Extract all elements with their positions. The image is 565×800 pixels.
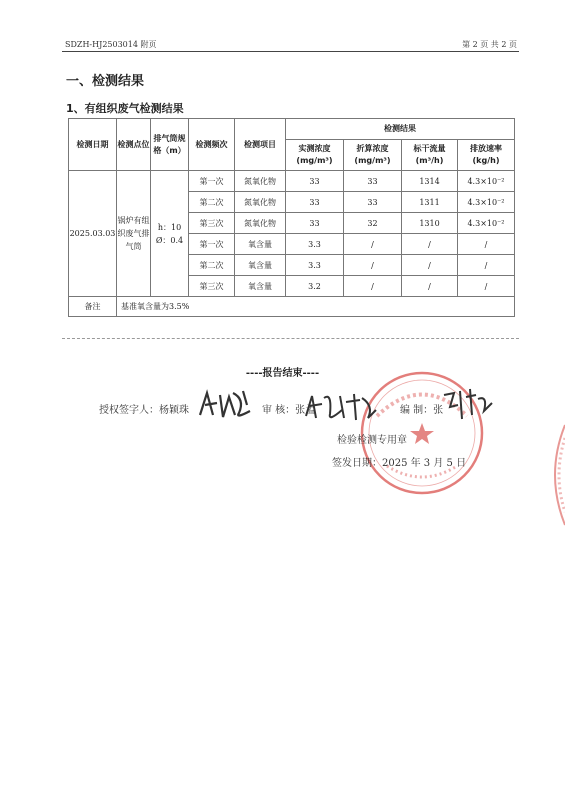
cell-rate: 4.3×10⁻² <box>458 213 515 234</box>
results-table <box>68 118 515 317</box>
cell-measured: 33 <box>286 192 344 213</box>
cell-freq: 第二次 <box>189 192 235 213</box>
report-number: SDZH-HJ2503014 附页 <box>65 40 157 49</box>
cell-flow: 1311 <box>402 192 458 213</box>
reviewer-signature <box>302 388 380 426</box>
cell-item: 氧含量 <box>235 276 286 297</box>
cell-converted: / <box>344 234 402 255</box>
cell-rate: / <box>458 276 515 297</box>
cell-measured: 3.3 <box>286 234 344 255</box>
cell-flow: / <box>402 276 458 297</box>
header-divider <box>62 51 519 52</box>
reviewer: 审 核：张孟 <box>262 405 316 416</box>
cell-point: 锅炉有组织废气排气筒 <box>117 171 151 297</box>
cell-stack-spec: h：10 Ø：0.4 <box>151 171 189 297</box>
cell-date: 2025.03.03 <box>69 171 117 297</box>
cell-converted: 33 <box>344 171 402 192</box>
header-measured: 实测浓度 (mg/m³) <box>286 140 344 171</box>
note-label: 备注 <box>69 297 117 317</box>
cell-freq: 第三次 <box>189 276 235 297</box>
cell-rate: 4.3×10⁻² <box>458 171 515 192</box>
cell-measured: 3.2 <box>286 276 344 297</box>
page-info: 第 2 页 共 2 页 <box>462 40 517 49</box>
note-text: 基准氧含量为3.5% <box>117 297 515 317</box>
note-row <box>69 297 515 317</box>
cell-flow: 1314 <box>402 171 458 192</box>
cell-measured: 3.3 <box>286 255 344 276</box>
cell-flow: / <box>402 255 458 276</box>
cell-item: 氧含量 <box>235 255 286 276</box>
cell-freq: 第一次 <box>189 234 235 255</box>
issue-date: 签发日期：2025 年 3 月 5 日 <box>332 458 467 469</box>
header-results: 检测结果 <box>286 119 515 140</box>
compiler: 编 制：张 <box>400 405 444 416</box>
cell-freq: 第三次 <box>189 213 235 234</box>
section-divider <box>62 338 519 339</box>
cell-converted: 32 <box>344 213 402 234</box>
cell-converted: / <box>344 255 402 276</box>
header-item: 检测项目 <box>235 119 286 171</box>
table-row <box>69 171 515 192</box>
authorized-signature <box>195 385 255 425</box>
header-frequency: 检测频次 <box>189 119 235 171</box>
cell-flow: 1310 <box>402 213 458 234</box>
report-end-text: ----报告结束---- <box>245 368 320 379</box>
cell-measured: 33 <box>286 213 344 234</box>
cell-rate: 4.3×10⁻² <box>458 192 515 213</box>
cell-measured: 33 <box>286 171 344 192</box>
header-converted: 折算浓度 (mg/m³) <box>344 140 402 171</box>
cell-converted: 33 <box>344 192 402 213</box>
subsection-title: 1、有组织废气检测结果 <box>66 102 184 115</box>
cell-item: 氮氧化物 <box>235 213 286 234</box>
authorized-signer: 授权签字人：杨颖珠 <box>99 405 189 416</box>
cell-converted: / <box>344 276 402 297</box>
header-rate: 排放速率 (kg/h) <box>458 140 515 171</box>
cell-rate: / <box>458 234 515 255</box>
header-point: 检测点位 <box>117 119 151 171</box>
cell-item: 氮氧化物 <box>235 171 286 192</box>
header-flow: 标干流量 (m³/h) <box>402 140 458 171</box>
seal-text: 检验检测专用章 <box>337 435 407 446</box>
cell-freq: 第二次 <box>189 255 235 276</box>
header-stack-spec: 排气筒规格（m） <box>151 119 189 171</box>
compiler-signature <box>440 385 494 425</box>
cell-item: 氮氧化物 <box>235 192 286 213</box>
cell-item: 氧含量 <box>235 234 286 255</box>
cell-rate: / <box>458 255 515 276</box>
header-date: 检测日期 <box>69 119 117 171</box>
cell-flow: / <box>402 234 458 255</box>
cell-freq: 第一次 <box>189 171 235 192</box>
section-title: 一、检测结果 <box>66 74 145 89</box>
edge-seal-fragment <box>543 420 565 530</box>
